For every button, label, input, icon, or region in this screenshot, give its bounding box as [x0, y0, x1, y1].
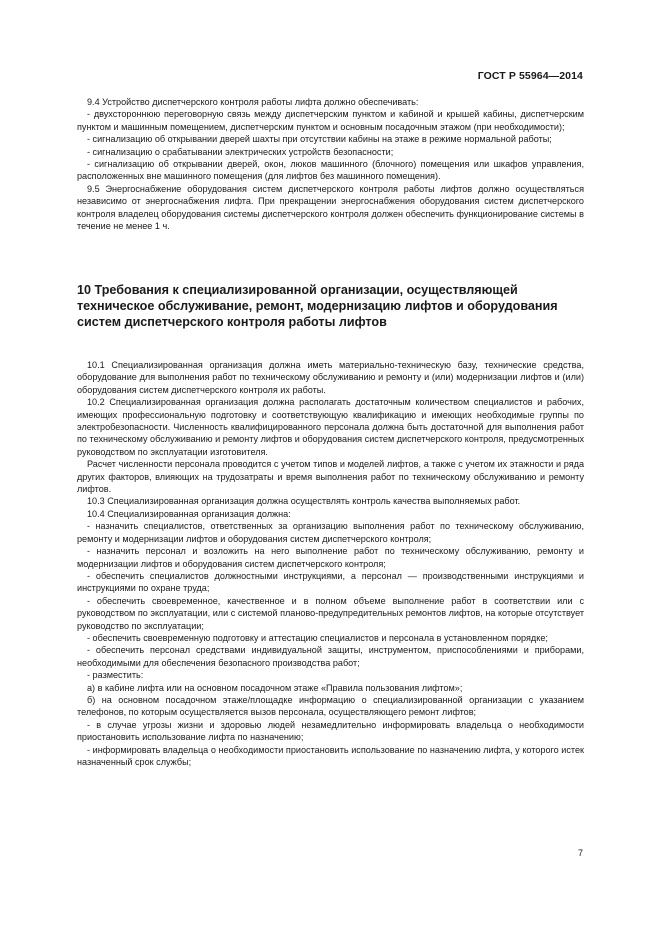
paragraph: 10.2 Специализированная организация должна располагать достаточным количеством специалистов и рабочих, имеющих профессиональную подготовку и соответствующую квалификацию и имеющих необходимые группы по электробезопасности. Численность квалифицированного персонала должна быть достаточной для выполнения работ по техническому обслуживанию и ремонту лифтов и оборудования систем диспетчерского контроля, предусмотренных руководством по эксплуатации изготовителя.: [77, 397, 584, 457]
paragraph-9-4: 9.4 Устройство диспетчерского контроля работы лифта должно обеспечивать:: [87, 97, 419, 107]
paragraph: Расчет численности персонала проводится с учетом типов и моделей лифтов, а также с учетом их этажности и ряда других факторов, влияющих на трудозатраты и время выполнения работ по техническому обслуживанию и ремонту лифтов.: [77, 459, 584, 495]
list-item: - информировать владельца о необходимости приостановить использование по назначению лифта, у которого истек назначенный срок службы;: [77, 744, 584, 767]
document-standard-id: ГОСТ Р 55964—2014: [477, 70, 583, 82]
list-item: - назначить специалистов, ответственных за организацию выполнения работ по техническому обслуживанию, ремонту и модернизации лифтов и оборудования систем диспетчерского контроля;: [77, 521, 584, 544]
list-item: - назначить персонал и возложить на него выполнение работ по техническому обслуживанию, ремонту и модернизации лифтов и оборудования систем диспетчерского контроля;: [77, 546, 584, 569]
section-9-text: [77, 96, 584, 232]
list-item: - сигнализацию об открывании дверей, окон, люков машинного (блочного) помещения или шкафов управления, расположенных вне машинного помещения (для лифтов без машинного помещения).: [77, 159, 584, 182]
list-item: - двухстороннюю переговорную связь между диспетчерским пунктом и кабиной и крышей кабины, диспетчерским пунктом и машинным помещением, диспетчерским пунктом и основным посадочным этажом (при необходимости);: [77, 109, 584, 132]
paragraph: 10.1 Специализированная организация должна иметь материально-техническую базу, технические средства, оборудование для выполнения работ по техническому обслуживанию и ремонту и (или) модернизации лифтов и (или) оборудования систем диспетчерского контроля их работы.: [77, 360, 584, 395]
list-item: - сигнализацию об открывании дверей шахты при отсутствии кабины на этаже в режиме нормальной работы;: [87, 134, 552, 145]
list-item: - в случае угрозы жизни и здоровью людей незамедлительно информировать владельца о необходимости приостановить использование лифта по назначению;: [77, 719, 584, 743]
section-10-heading: 10 Требования к специализированной организации, осуществляющей техническое обслуживание, ремонт, модернизацию лифтов и оборудования систем диспетчерского контроля работы лифтов: [77, 283, 558, 329]
list-item: - сигнализацию о срабатывании электрических устройств безопасности;: [87, 146, 394, 157]
paragraph: 10.3 Специализированная организация должна осуществлять контроль качества выполняемых работ.: [87, 496, 521, 507]
list-item: а) в кабине лифта или на основном посадочном этаже «Правила пользования лифтом»;: [87, 682, 463, 693]
section-10-text: [77, 359, 584, 768]
list-item: б) на основном посадочном этаже/площадке информацию о специализированной организации с указанием телефонов, по которым осуществляется вызов персонала, осуществляющего ремонт лифтов;: [77, 694, 584, 718]
page-number: 7: [577, 848, 583, 858]
paragraph: 10.4 Специализированная организация должна:: [87, 508, 291, 519]
paragraph-9-5: 9.5 Энергоснабжение оборудования систем диспетчерского контроля работы лифтов должно осуществляться независимо от энергоснабжения лифта. При прекращении энергоснабжения оборудования систем диспетчерского контроля владелец оборудования системы диспетчерского контроля должен обеспечить функционирование системы в течение не менее 1 ч.: [77, 183, 584, 232]
list-item: - разместить:: [87, 670, 144, 681]
list-item: - обеспечить своевременное, качественное и в полном объеме выполнение работ в соответствии или с руководством по эксплуатации, или с системой планово-предупредительных ремонтов лифтов, на которые отсутствует руководство по эксплуатации;: [77, 595, 584, 631]
list-item: - обеспечить персонал средствами индивидуальной защиты, инструментом, приспособлениями и приборами, необходимыми для обеспечения безопасного производства работ;: [77, 645, 584, 668]
list-item: - обеспечить специалистов должностными инструкциями, а персонал — производственными инструкциями и инструкциями по охране труда;: [77, 570, 584, 594]
list-item: - обеспечить своевременную подготовку и аттестацию специалистов и персонала в установленном порядке;: [87, 632, 548, 643]
